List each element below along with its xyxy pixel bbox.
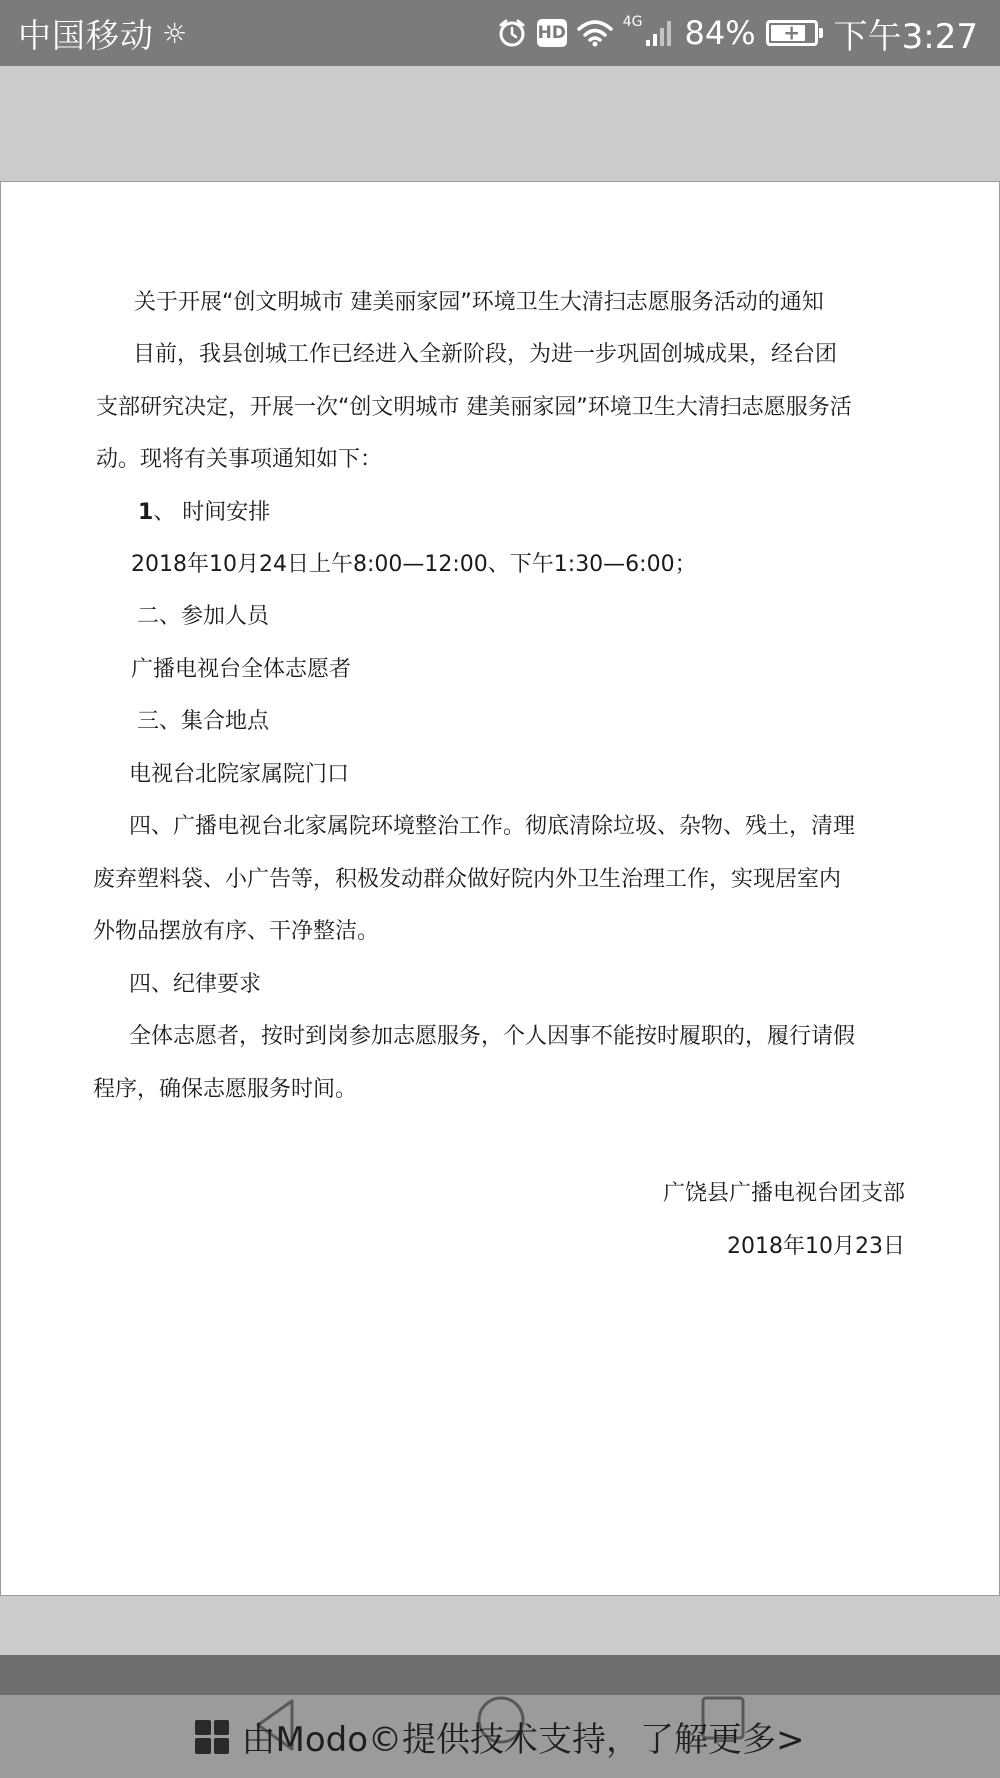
navigation-bar-top: [0, 1655, 1000, 1695]
document-date: 2018年10月23日: [727, 1234, 905, 1259]
carrier-label: 中国移动: [18, 15, 154, 55]
clock: 下午3:27: [833, 16, 978, 57]
modo-logo-icon: [195, 1720, 229, 1754]
network-type-label: 4G: [622, 14, 643, 30]
battery-icon: [766, 20, 818, 46]
alarm-icon: [497, 18, 527, 48]
section-body: 广播电视台全体志愿者: [131, 657, 352, 682]
section-body: 2018年10月24日上午8:00—12:00、下午1:30—6:00；: [131, 552, 697, 577]
section-line: 外物品摆放有序、干净整洁。: [93, 919, 380, 944]
status-bar: [0, 0, 1000, 66]
hd-icon: HD: [537, 19, 567, 47]
section-number: 1: [138, 500, 154, 525]
wifi-icon: [577, 19, 613, 47]
section-line: 程序，确保志愿服务时间。: [93, 1077, 358, 1102]
section-heading: 二、参加人员: [137, 604, 270, 629]
modo-banner[interactable]: [0, 1695, 1000, 1778]
section-heading: 四、纪律要求: [129, 972, 262, 997]
section-line: 四、广播电视台北家属院环境整治工作。彻底清除垃圾、杂物、残土，清理: [129, 814, 856, 839]
section-title: 、 时间安排: [153, 500, 271, 525]
section-heading: 三、集合地点: [137, 709, 270, 734]
signal-icon: [645, 18, 675, 48]
notice-title: 关于开展“创文明城市 建美丽家园”环境卫生大清扫志愿服务活动的通知: [134, 290, 824, 315]
document-page: [0, 181, 1000, 1596]
banner-text[interactable]: 由Modo©提供技术支持，了解更多>: [241, 1720, 805, 1760]
intro-line: 目前，我县创城工作已经进入全新阶段，为进一步巩固创城成果，经台团: [133, 342, 838, 367]
battery-percent: 84%: [684, 14, 756, 52]
charging-plus-icon: +: [783, 20, 801, 45]
section-heading: [138, 498, 270, 528]
brightness-icon: ☼: [162, 16, 189, 50]
section-line: 废弃塑料袋、小广告等，积极发动群众做好院内外卫生治理工作，实现居室内: [93, 867, 842, 892]
intro-line: 支部研究决定，开展一次“创文明城市 建美丽家园”环境卫生大清扫志愿服务活: [96, 395, 852, 420]
section-body: 电视台北院家属院门口: [129, 762, 350, 787]
section-line: 全体志愿者，按时到岗参加志愿服务，个人因事不能按时履职的，履行请假: [129, 1024, 856, 1049]
signature: 广饶县广播电视台团支部: [662, 1181, 905, 1206]
intro-line: 动。现将有关事项通知如下：: [96, 447, 383, 472]
